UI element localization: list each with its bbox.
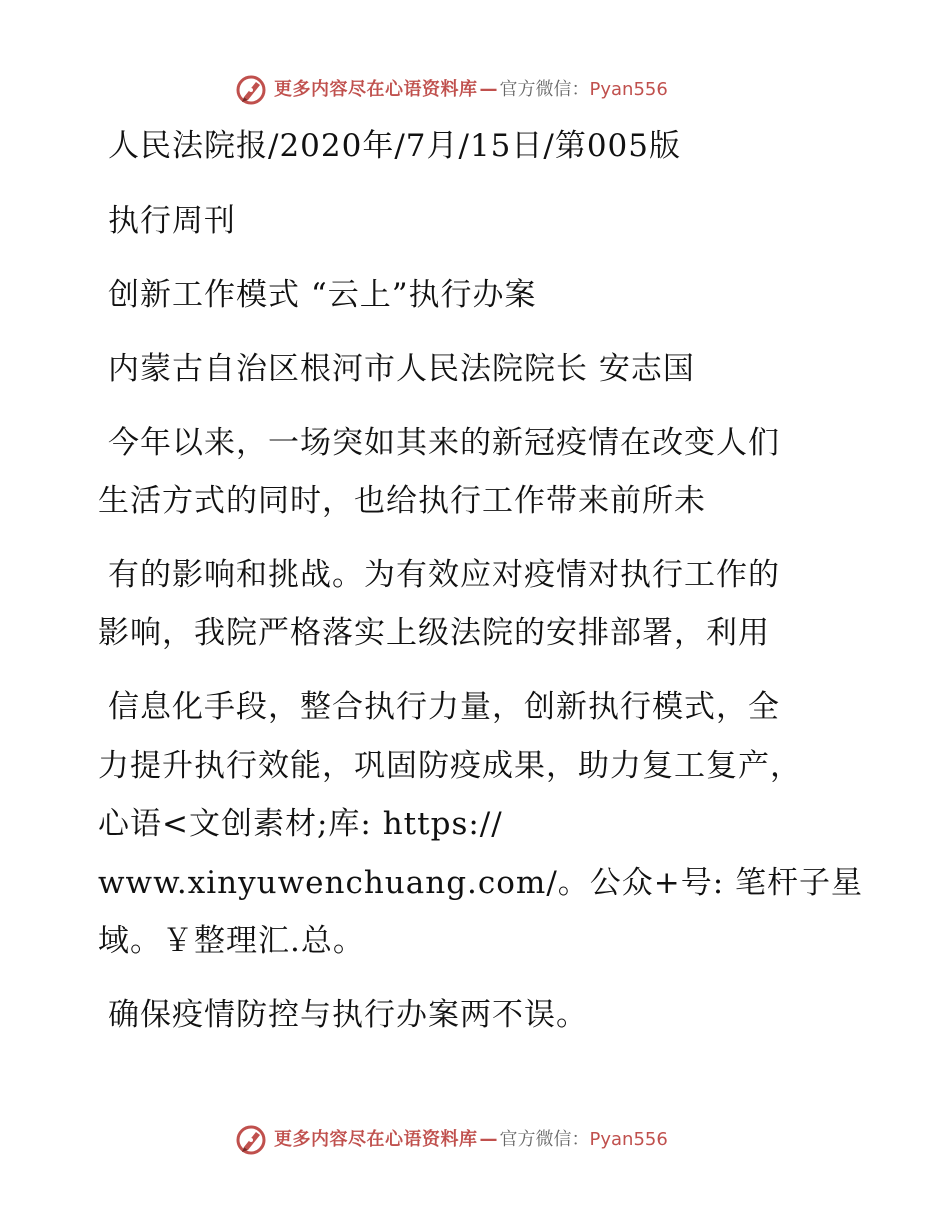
- body-line: 力提升执行效能，巩固防疫成果，助力复工复产，: [98, 748, 802, 784]
- body-line: 域。￥整理汇.总。: [98, 923, 365, 959]
- body-line: 生活方式的同时，也给执行工作带来前所未: [98, 483, 706, 519]
- watermark-wechat-id: Pyan556: [589, 79, 668, 100]
- watermark-wechat-id: Pyan556: [589, 1129, 668, 1150]
- pen-logo-icon: [234, 1123, 268, 1157]
- body-line: 心语<文创素材;库: https://: [98, 806, 503, 842]
- header-watermark: [234, 73, 668, 107]
- body-line: 有的影响和挑战。为有效应对疫情对执行工作的: [108, 557, 780, 593]
- pen-logo-icon: [234, 73, 268, 107]
- watermark-dash: —: [479, 1129, 498, 1150]
- watermark-main-text: 更多内容尽在心语资料库: [274, 1129, 478, 1150]
- watermark-dash: —: [479, 79, 498, 100]
- article-source: 人民法院报/2020年/7月/15日/第005版: [108, 128, 682, 164]
- article-column: 执行周刊: [108, 203, 236, 239]
- watermark-label: 官方微信：: [499, 1129, 590, 1150]
- body-line: 今年以来，一场突如其来的新冠疫情在改变人们: [108, 425, 780, 461]
- body-line: 影响，我院严格落实上级法院的安排部署，利用: [98, 615, 770, 651]
- article-title: 创新工作模式 “云上”执行办案: [108, 277, 537, 313]
- watermark-main-text: 更多内容尽在心语资料库: [274, 79, 478, 100]
- article-author: 内蒙古自治区根河市人民法院院长 安志国: [108, 351, 695, 387]
- body-line: 确保疫情防控与执行办案两不误。: [108, 997, 588, 1033]
- body-line: www.xinyuwenchuang.com/。公众+号: 笔杆子星: [98, 865, 864, 901]
- footer-watermark: [234, 1123, 668, 1157]
- watermark-label: 官方微信：: [499, 79, 590, 100]
- body-line: 信息化手段，整合执行力量，创新执行模式，全: [108, 689, 780, 725]
